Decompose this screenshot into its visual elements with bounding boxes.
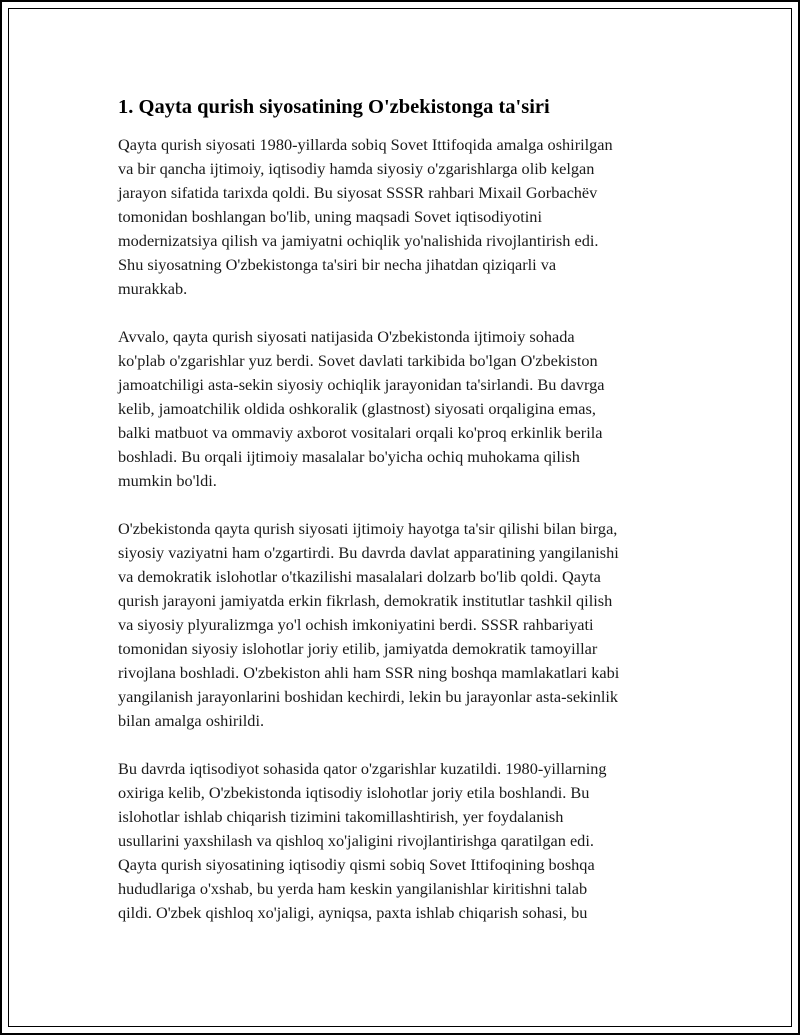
text-line: rivojlana boshladi. O'zbekiston ahli ham SSR ning boshqa mamlakatlari kabi <box>118 663 620 682</box>
paragraph-2 <box>118 325 688 493</box>
text-line: Avvalo, qayta qurish siyosati natijasida O'zbekistonda ijtimoiy sohada <box>118 327 575 346</box>
section-title: 1. Qayta qurish siyosatining O'zbekistonga ta'siri <box>118 96 550 118</box>
text-line: qurish jarayoni jamiyatda erkin fikrlash, demokratik institutlar tashkil qilish <box>118 591 613 610</box>
text-line: murakkab. <box>118 279 188 298</box>
text-line: yangilanish jarayonlarini boshidan kechirdi, lekin bu jarayonlar asta-sekinlik <box>118 687 619 706</box>
text-line: usullarini yaxshilash va qishloq xo'jaligini rivojlantirishga qaratilgan edi. <box>118 831 594 850</box>
text-line: hududlariga o'xshab, bu yerda ham keskin yangilanishlar kiritishni talab <box>118 879 588 898</box>
text-line: Shu siyosatning O'zbekistonga ta'siri bir necha jihatdan qiziqarli va <box>118 255 557 274</box>
text-line: jamoatchiligi asta-sekin siyosiy ochiqlik jarayonidan ta'sirlandi. Bu davrga <box>118 375 605 394</box>
paragraph-1 <box>118 133 688 301</box>
text-line: mumkin bo'ldi. <box>118 471 217 490</box>
text-line: bilan amalga oshirildi. <box>118 711 265 730</box>
text-line: va siyosiy plyuralizmga yo'l ochish imkoniyatini berdi. SSSR rahbariyati <box>118 615 594 634</box>
text-line: modernizatsiya qilish va jamiyatni ochiqlik yo'nalishida rivojlantirish edi. <box>118 231 599 250</box>
text-line: islohotlar ishlab chiqarish tizimini takomillashtirish, yer foydalanish <box>118 807 564 826</box>
text-line: Qayta qurish siyosati 1980-yillarda sobiq Sovet Ittifoqida amalga oshirilgan <box>118 135 613 154</box>
text-line: boshladi. Bu orqali ijtimoiy masalalar bo'yicha ochiq muhokama qilish <box>118 447 580 466</box>
text-line: balki matbuot va ommaviy axborot vositalari orqali ko'proq erkinlik berila <box>118 423 603 442</box>
text-line: tomonidan siyosiy islohotlar joriy etilib, jamiyatda demokratik tamoyillar <box>118 639 598 658</box>
text-line: ko'plab o'zgarishlar yuz berdi. Sovet davlati tarkibida bo'lgan O'zbekiston <box>118 351 598 370</box>
paragraph-4 <box>118 757 688 925</box>
text-line: kelib, jamoatchilik oldida oshkoralik (glastnost) siyosati orqaligina emas, <box>118 399 596 418</box>
text-line: qildi. O'zbek qishloq xo'jaligi, ayniqsa, paxta ishlab chiqarish sohasi, bu <box>118 903 588 922</box>
text-line: jarayon sifatida tarixda qoldi. Bu siyosat SSSR rahbari Mixail Gorbachëv <box>118 183 598 202</box>
text-line: Bu davrda iqtisodiyot sohasida qator o'zgarishlar kuzatildi. 1980-yillarning <box>118 759 607 778</box>
text-line: tomonidan boshlangan bo'lib, uning maqsadi Sovet iqtisodiyotini <box>118 207 542 226</box>
document-body <box>118 94 688 949</box>
text-line: Qayta qurish siyosatining iqtisodiy qismi sobiq Sovet Ittifoqining boshqa <box>118 855 595 874</box>
text-line: va bir qancha ijtimoiy, iqtisodiy hamda siyosiy o'zgarishlarga olib kelgan <box>118 159 595 178</box>
paragraph-3 <box>118 517 688 733</box>
text-line: O'zbekistonda qayta qurish siyosati ijtimoiy hayotga ta'sir qilishi bilan birga, <box>118 519 618 538</box>
text-line: siyosiy vaziyatni ham o'zgartirdi. Bu davrda davlat apparatining yangilanishi <box>118 543 619 562</box>
text-line: va demokratik islohotlar o'tkazilishi masalalari dolzarb bo'lib qoldi. Qayta <box>118 567 601 586</box>
text-line: oxiriga kelib, O'zbekistonda iqtisodiy islohotlar joriy etila boshlandi. Bu <box>118 783 590 802</box>
